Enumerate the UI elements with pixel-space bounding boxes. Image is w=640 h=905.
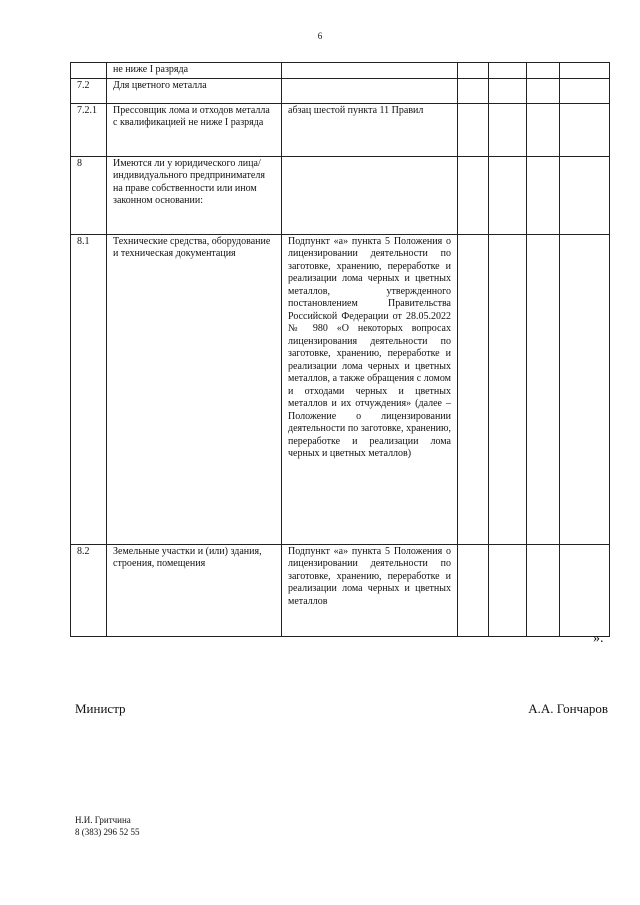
answer-cell xyxy=(458,156,489,234)
row-number: 8 xyxy=(71,156,107,234)
answer-cell xyxy=(527,156,560,234)
table-row xyxy=(71,63,610,79)
row-number: 8.1 xyxy=(71,234,107,544)
answer-cell xyxy=(489,63,527,79)
answer-cell xyxy=(489,78,527,103)
answer-cell xyxy=(458,544,489,636)
table-row xyxy=(71,78,610,103)
requirement-text: Технические средства, оборудование и техническая документация xyxy=(107,234,282,544)
answer-cell xyxy=(458,103,489,156)
answer-cell xyxy=(560,544,610,636)
answer-cell xyxy=(560,78,610,103)
table-row xyxy=(71,103,610,156)
requirement-text: Имеются ли у юридического лица/индивидуального предпринимателя на праве собственности или ином законном основании: xyxy=(107,156,282,234)
legal-reference: Подпункт «а» пункта 5 Положения о лицензировании деятельности по заготовке, хранению, переработке и реализации лома черных и цветных металлов, утвержденного постановлением Правительства Российской Федерации от 28.05.2022 № 980 «О некоторых вопросах лицензирования деятельности по заготовке, хранению, переработке и реализации лома черных и цветных металлов, а также обращения с ломом и отходами черных и цветных металлов и их отчуждения» (далее – Положение о лицензировании деятельности по заготовке, хранению, переработке и реализации лома черных и цветных металлов) xyxy=(282,234,458,544)
answer-cell xyxy=(458,78,489,103)
answer-cell xyxy=(458,63,489,79)
checklist-table xyxy=(70,62,610,637)
legal-reference: абзац шестой пункта 11 Правил xyxy=(282,103,458,156)
answer-cell xyxy=(560,156,610,234)
row-number: 7.2.1 xyxy=(71,103,107,156)
executor-phone: 8 (383) 296 52 55 xyxy=(75,827,140,837)
table-row xyxy=(71,156,610,234)
requirement-text: Земельные участки и (или) здания, строения, помещения xyxy=(107,544,282,636)
row-number: 7.2 xyxy=(71,78,107,103)
answer-cell xyxy=(489,103,527,156)
answer-cell xyxy=(527,63,560,79)
answer-cell xyxy=(489,234,527,544)
row-number: 8.2 xyxy=(71,544,107,636)
row-number xyxy=(71,63,107,79)
legal-reference: Подпункт «а» пункта 5 Положения о лицензировании деятельности по заготовке, хранению, переработке и реализации лома черных и цветных металлов xyxy=(282,544,458,636)
page-number: 6 xyxy=(317,31,323,41)
answer-cell xyxy=(458,234,489,544)
answer-cell xyxy=(527,103,560,156)
closing-quote: ». xyxy=(593,631,604,646)
requirement-text: Для цветного металла xyxy=(107,78,282,103)
requirement-text: Прессовщик лома и отходов металла с квалификацией не ниже I разряда xyxy=(107,103,282,156)
answer-cell xyxy=(560,103,610,156)
answer-cell xyxy=(527,544,560,636)
executor-name: Н.И. Гритчина xyxy=(75,815,131,825)
answer-cell xyxy=(489,156,527,234)
signer-name: А.А. Гончаров xyxy=(528,701,608,716)
requirement-text: не ниже I разряда xyxy=(107,63,282,79)
table-row xyxy=(71,544,610,636)
answer-cell xyxy=(560,63,610,79)
legal-reference xyxy=(282,78,458,103)
answer-cell xyxy=(489,544,527,636)
answer-cell xyxy=(527,78,560,103)
table-row xyxy=(71,234,610,544)
answer-cell xyxy=(527,234,560,544)
answer-cell xyxy=(560,234,610,544)
legal-reference xyxy=(282,156,458,234)
legal-reference xyxy=(282,63,458,79)
signer-title: Министр xyxy=(75,701,126,716)
